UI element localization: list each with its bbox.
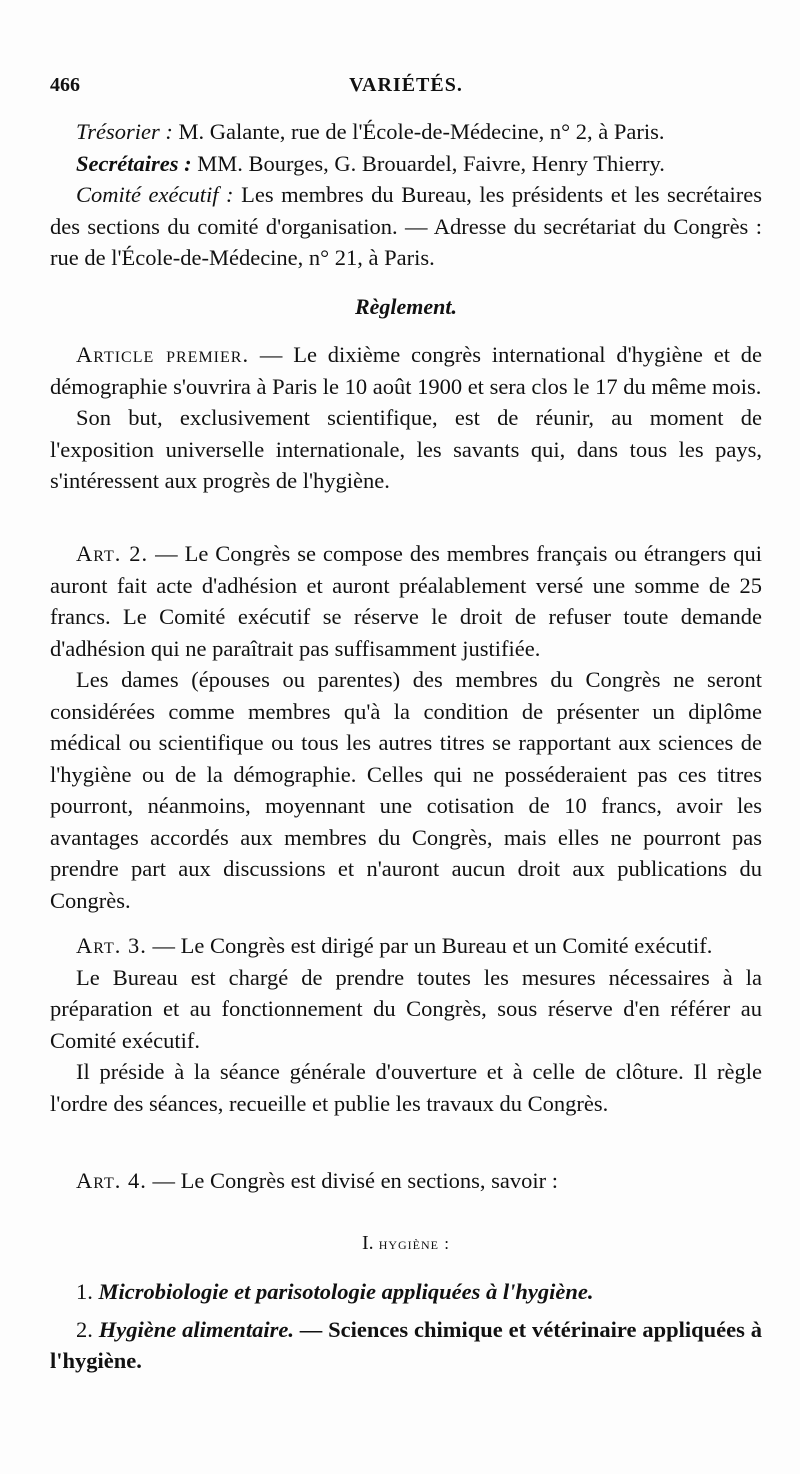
section-heading (50, 1232, 762, 1255)
article-2-paragraph-2: Les dames (épouses ou parentes) des membres du Congrès ne seront considérées comme membres qu'à la condition de présenter un diplôme médical ou scientifique ou tous les autres titres se rapportant aux sciences de l'hygiène ou de la démographie. Celles qui ne posséderaient pas ces titres pourront, néanmoins, moyennant une cotisation de 10 francs, avoir les avantages accordés aux membres du Congrès, mais elles ne pourront pas prendre part aux discussions et n'auront aucun droit aux publications du Congrès. (50, 667, 762, 913)
comite-label: Comité exécutif : (76, 182, 234, 207)
article-1-label: Article premier. (76, 342, 250, 367)
article-1-paragraph (50, 339, 762, 402)
article-2-label: Art. 2. (76, 541, 149, 566)
list-item-number: 1. (76, 1279, 93, 1304)
reglement-title: Règlement. (354, 294, 458, 319)
secretaires-line (50, 148, 762, 180)
page-number: 466 (50, 74, 80, 96)
article-3-paragraph-3: Il préside à la séance générale d'ouverture et à celle de clôture. Il règle l'ordre des séances, recueille et publie les travaux du Congrès. (50, 1059, 762, 1116)
article-4-text: — Le Congrès est divisé en sections, savoir : (146, 1168, 559, 1193)
intro-block (50, 116, 762, 274)
tresorier-line (50, 116, 762, 148)
list-item-title: Microbiologie et parisotologie appliquées à l'hygiène. (98, 1279, 594, 1304)
article-4-label: Art. 4. (76, 1168, 147, 1193)
article-1-paragraph-2: Son but, exclusivement scientifique, est de réunir, au moment de l'exposition universelle internationale, les savants qui, dans tous les pays, s'intéressent aux progrès de l'hygiène. (50, 405, 762, 493)
page-header (50, 74, 762, 104)
list-item (50, 1276, 762, 1308)
secretaires-label: Secrétaires : (76, 150, 192, 176)
article-3-paragraph (50, 930, 762, 962)
comite-paragraph (50, 179, 762, 274)
tresorier-label: Trésorier : (76, 119, 173, 144)
list-item-number: 2. (76, 1316, 93, 1342)
article-4 (50, 1165, 762, 1197)
list-item-text: — Sciences chimique et vétérinaire appliquées à l'hygiène. (50, 1316, 762, 1373)
section-1-numeral: I. (362, 1232, 374, 1254)
list-item (50, 1314, 762, 1377)
article-1 (50, 339, 762, 497)
article-3-text: — Le Congrès est dirigé par un Bureau et un Comité exécutif. (146, 933, 713, 958)
tresorier-text: M. Galante, rue de l'École-de-Médecine, n° 2, à Paris. (172, 119, 665, 144)
comite-text: Les membres du Bureau, les présidents et les secrétaires des sections du comité d'organisation. — Adresse du secrétariat du Congrès : rue de l'École-de-Médecine, n° 21, à Paris. (50, 182, 762, 270)
article-2-paragraph (50, 538, 762, 664)
secretaires-text: MM. Bourges, G. Brouardel, Faivre, Henry Thierry. (191, 150, 665, 176)
list-item-title: Hygiène alimentaire. (98, 1316, 294, 1342)
article-1-text: — Le dixième congrès international d'hygiène et de démographie s'ouvrira à Paris le 10 août 1900 et sera clos le 17 du même mois. (50, 342, 763, 399)
article-2 (50, 538, 762, 916)
article-3-paragraph-2: Le Bureau est chargé de prendre toutes les mesures nécessaires à la préparation et au fonctionnement du Congrès, sous réserve d'en référer au Comité exécutif. (50, 964, 762, 1053)
section-1-name: hygiène : (378, 1234, 450, 1253)
section-1-heading (50, 1232, 762, 1255)
article-2-text: — Le Congrès se compose des membres français ou étrangers qui auront fait acte d'adhésion et auront préalablement versé une somme de 25 francs. Le Comité exécutif se réserve le droit de refuser toute demande d'adhésion qui ne paraîtrait pas suffisamment justifiée. (50, 541, 762, 661)
reglement-heading-block (50, 294, 762, 320)
running-title: VARIÉTÉS. (349, 74, 463, 96)
article-3 (50, 930, 762, 1119)
section-items (50, 1276, 762, 1377)
article-3-label: Art. 3. (76, 933, 147, 958)
article-4-paragraph (50, 1165, 762, 1197)
